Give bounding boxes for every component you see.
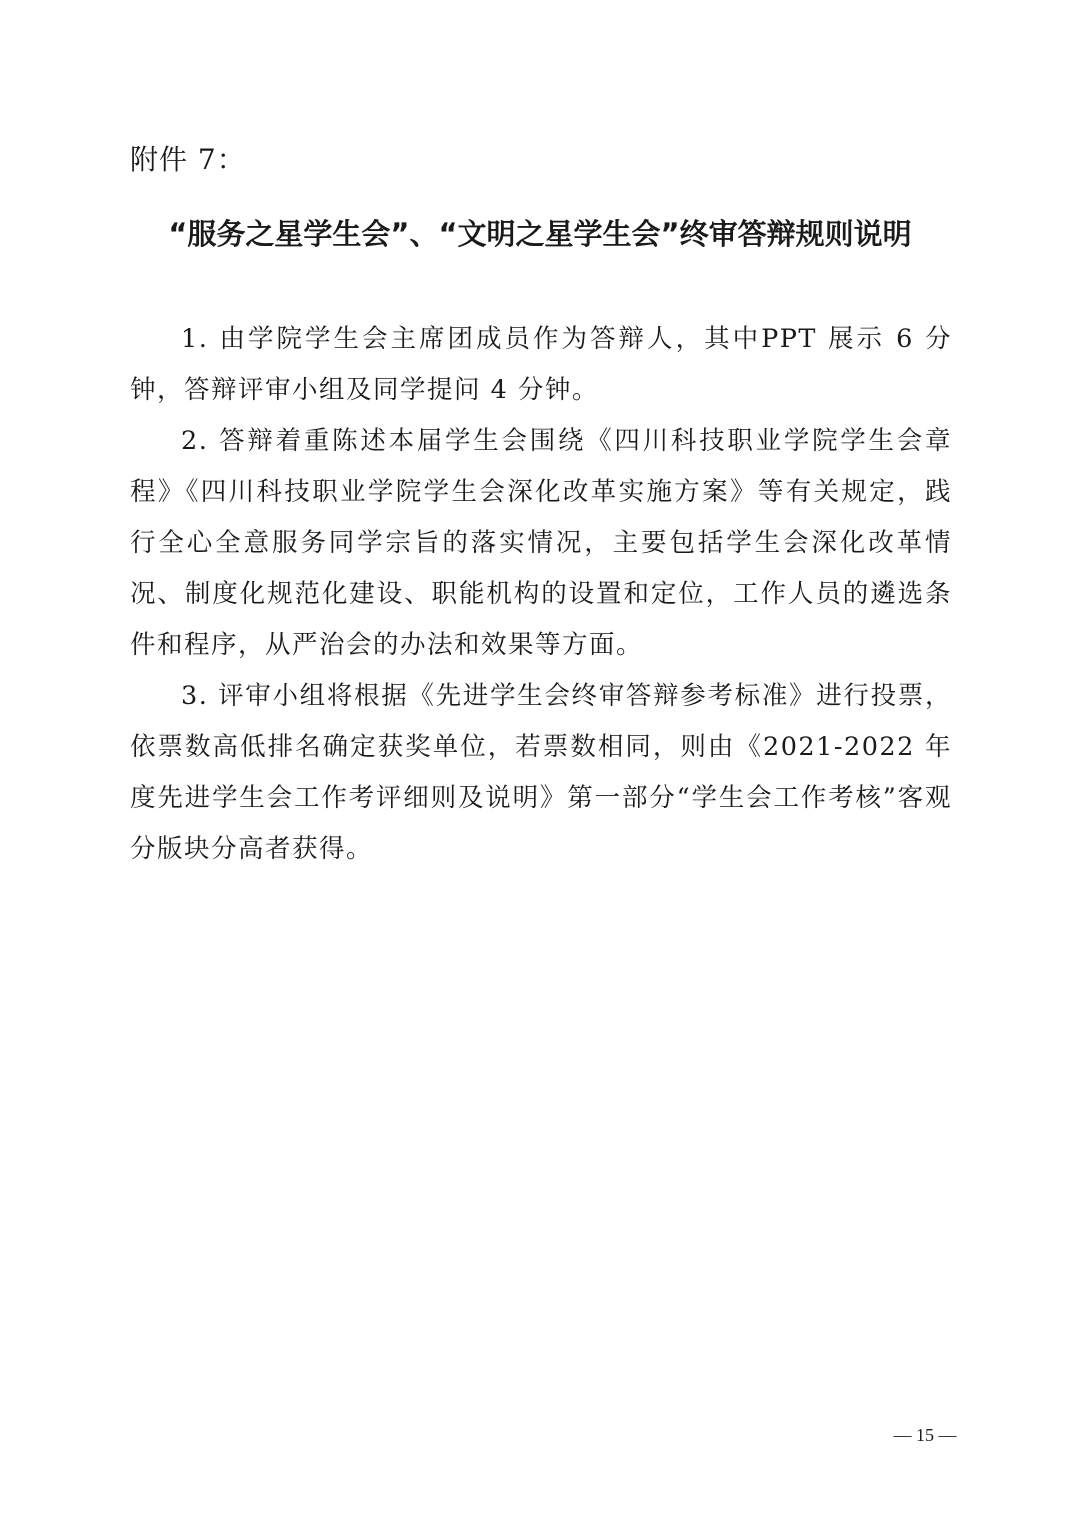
attachment-label: 附件 7： (130, 143, 246, 176)
page-number: — 15 — (893, 1425, 957, 1445)
rule-paragraph-3: 3. 评审小组将根据《先进学生会终审答辩参考标准》进行投票，依票数高低排名确定获奖单位，若票数相同，则由《2021-2022 年度先进学生会工作考评细则及说明》第一部分“学生会工作考核”客观分版块分高者获得。 (130, 681, 952, 864)
rule-paragraph-2: 2. 答辩着重陈述本届学生会围绕《四川科技职业学院学生会章程》《四川科技职业学院学生会深化改革实施方案》等有关规定，践行全心全意服务同学宗旨的落实情况，主要包括学生会深化改革情况、制度化规范化建设、职能机构的设置和定位，工作人员的遴选条件和程序，从严治会的办法和效果等方面。 (130, 426, 952, 660)
document-body (130, 314, 952, 875)
document-title: “服务之星学生会”、“文明之星学生会”终审答辩规则说明 (168, 217, 912, 251)
rule-paragraph-1: 1. 由学院学生会主席团成员作为答辩人，其中PPT 展示 6 分钟，答辩评审小组及同学提问 4 分钟。 (130, 324, 952, 405)
